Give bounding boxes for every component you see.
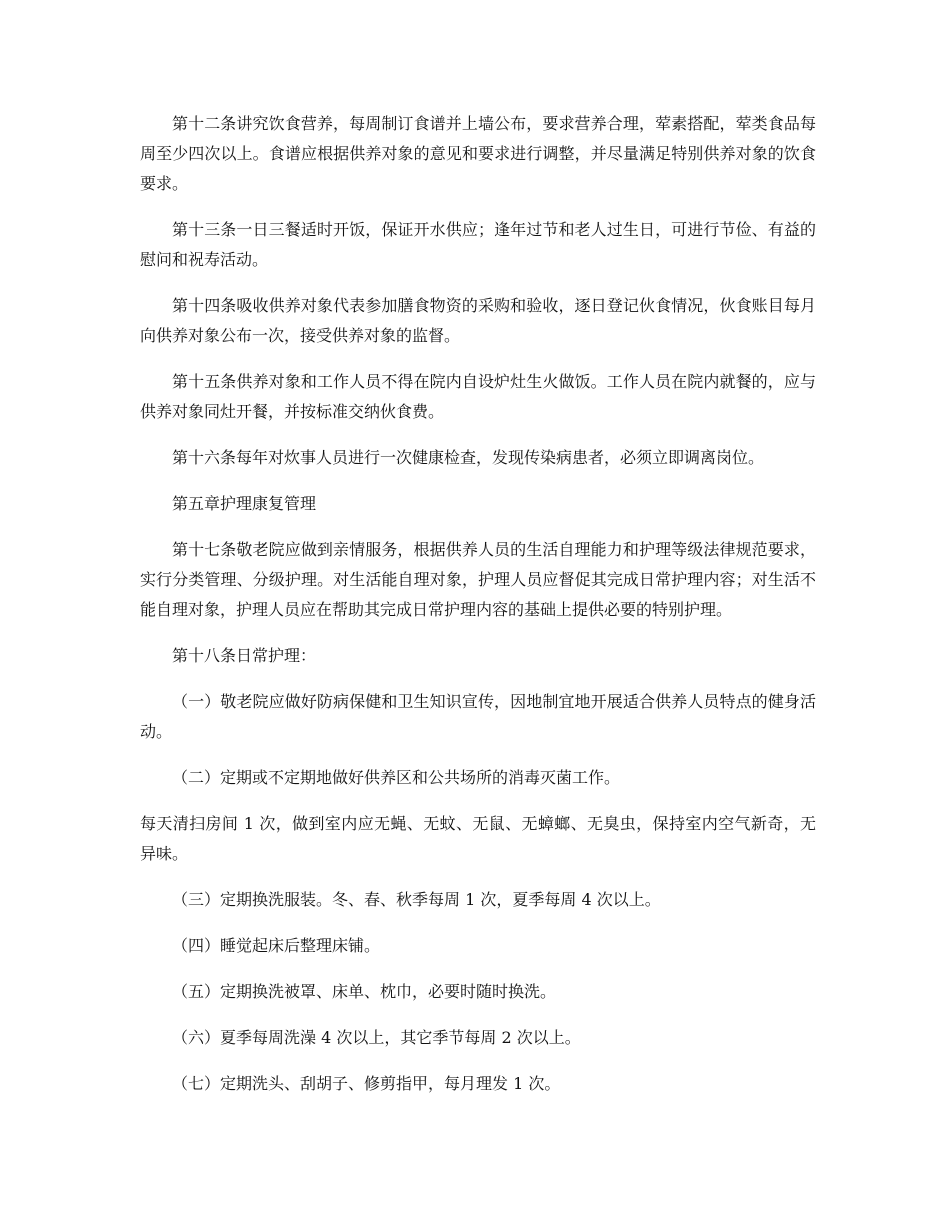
article-18-heading: 第十八条日常护理： [172, 646, 317, 665]
document-page [140, 109, 816, 1115]
article-18-item-5: （五）定期换洗被罩、床单、枕巾，必要时随时换洗。 [172, 982, 557, 1001]
article-13-paragraph: 第十三条一日三餐适时开饭，保证开水供应；逢年过节和老人过生日，可进行节俭、有益的慰问和祝寿活动。 [140, 220, 816, 269]
article-15-paragraph: 第十五条供养对象和工作人员不得在院内自设炉灶生火做饭。工作人员在院内就餐的，应与供养对象同灶开餐，并按标准交纳伙食费。 [140, 372, 816, 421]
article-18-item-4: （四）睡觉起床后整理床铺。 [172, 936, 381, 955]
article-14-paragraph: 第十四条吸收供养对象代表参加膳食物资的采购和验收，逐日登记伙食情况，伙食账目每月向供养对象公布一次，接受供养对象的监督。 [140, 296, 816, 345]
article-18-item-3: （三）定期换洗服装。冬、春、秋季每周 1 次，夏季每周 4 次以上。 [172, 890, 661, 909]
article-12-paragraph: 第十二条讲究饮食营养，每周制订食谱并上墙公布，要求营养合理，荤素搭配，荤类食品每周至少四次以上。食谱应根据供养对象的意见和要求进行调整，并尽量满足特别供养对象的饮食要求。 [140, 114, 816, 193]
article-16-paragraph: 第十六条每年对炊事人员进行一次健康检查，发现传染病患者，必须立即调离岗位。 [172, 448, 765, 467]
article-17-paragraph: 第十七条敬老院应做到亲情服务，根据供养人员的生活自理能力和护理等级法律规范要求，实行分类管理、分级护理。对生活能自理对象，护理人员应督促其完成日常护理内容；对生活不能自理对象，护理人员应在帮助其完成日常护理内容的基础上提供必要的特别护理。 [140, 540, 816, 619]
article-18-item-7: （七）定期洗头、刮胡子、修剪指甲，每月理发 1 次。 [172, 1074, 561, 1093]
chapter-5-heading: 第五章护理康复管理 [172, 494, 317, 513]
room-cleaning-paragraph: 每天清扫房间 1 次，做到室内应无蝇、无蚊、无鼠、无蟑螂、无臭虫，保持室内空气新奇，无异味。 [140, 814, 816, 863]
article-18-item-2: （二）定期或不定期地做好供养区和公共场所的消毒灭菌工作。 [172, 768, 621, 787]
article-18-item-1: （一）敬老院应做好防病保健和卫生知识宣传，因地制宜地开展适合供养人员特点的健身活动。 [140, 692, 816, 741]
article-18-item-6: （六）夏季每周洗澡 4 次以上，其它季节每周 2 次以上。 [172, 1028, 581, 1047]
